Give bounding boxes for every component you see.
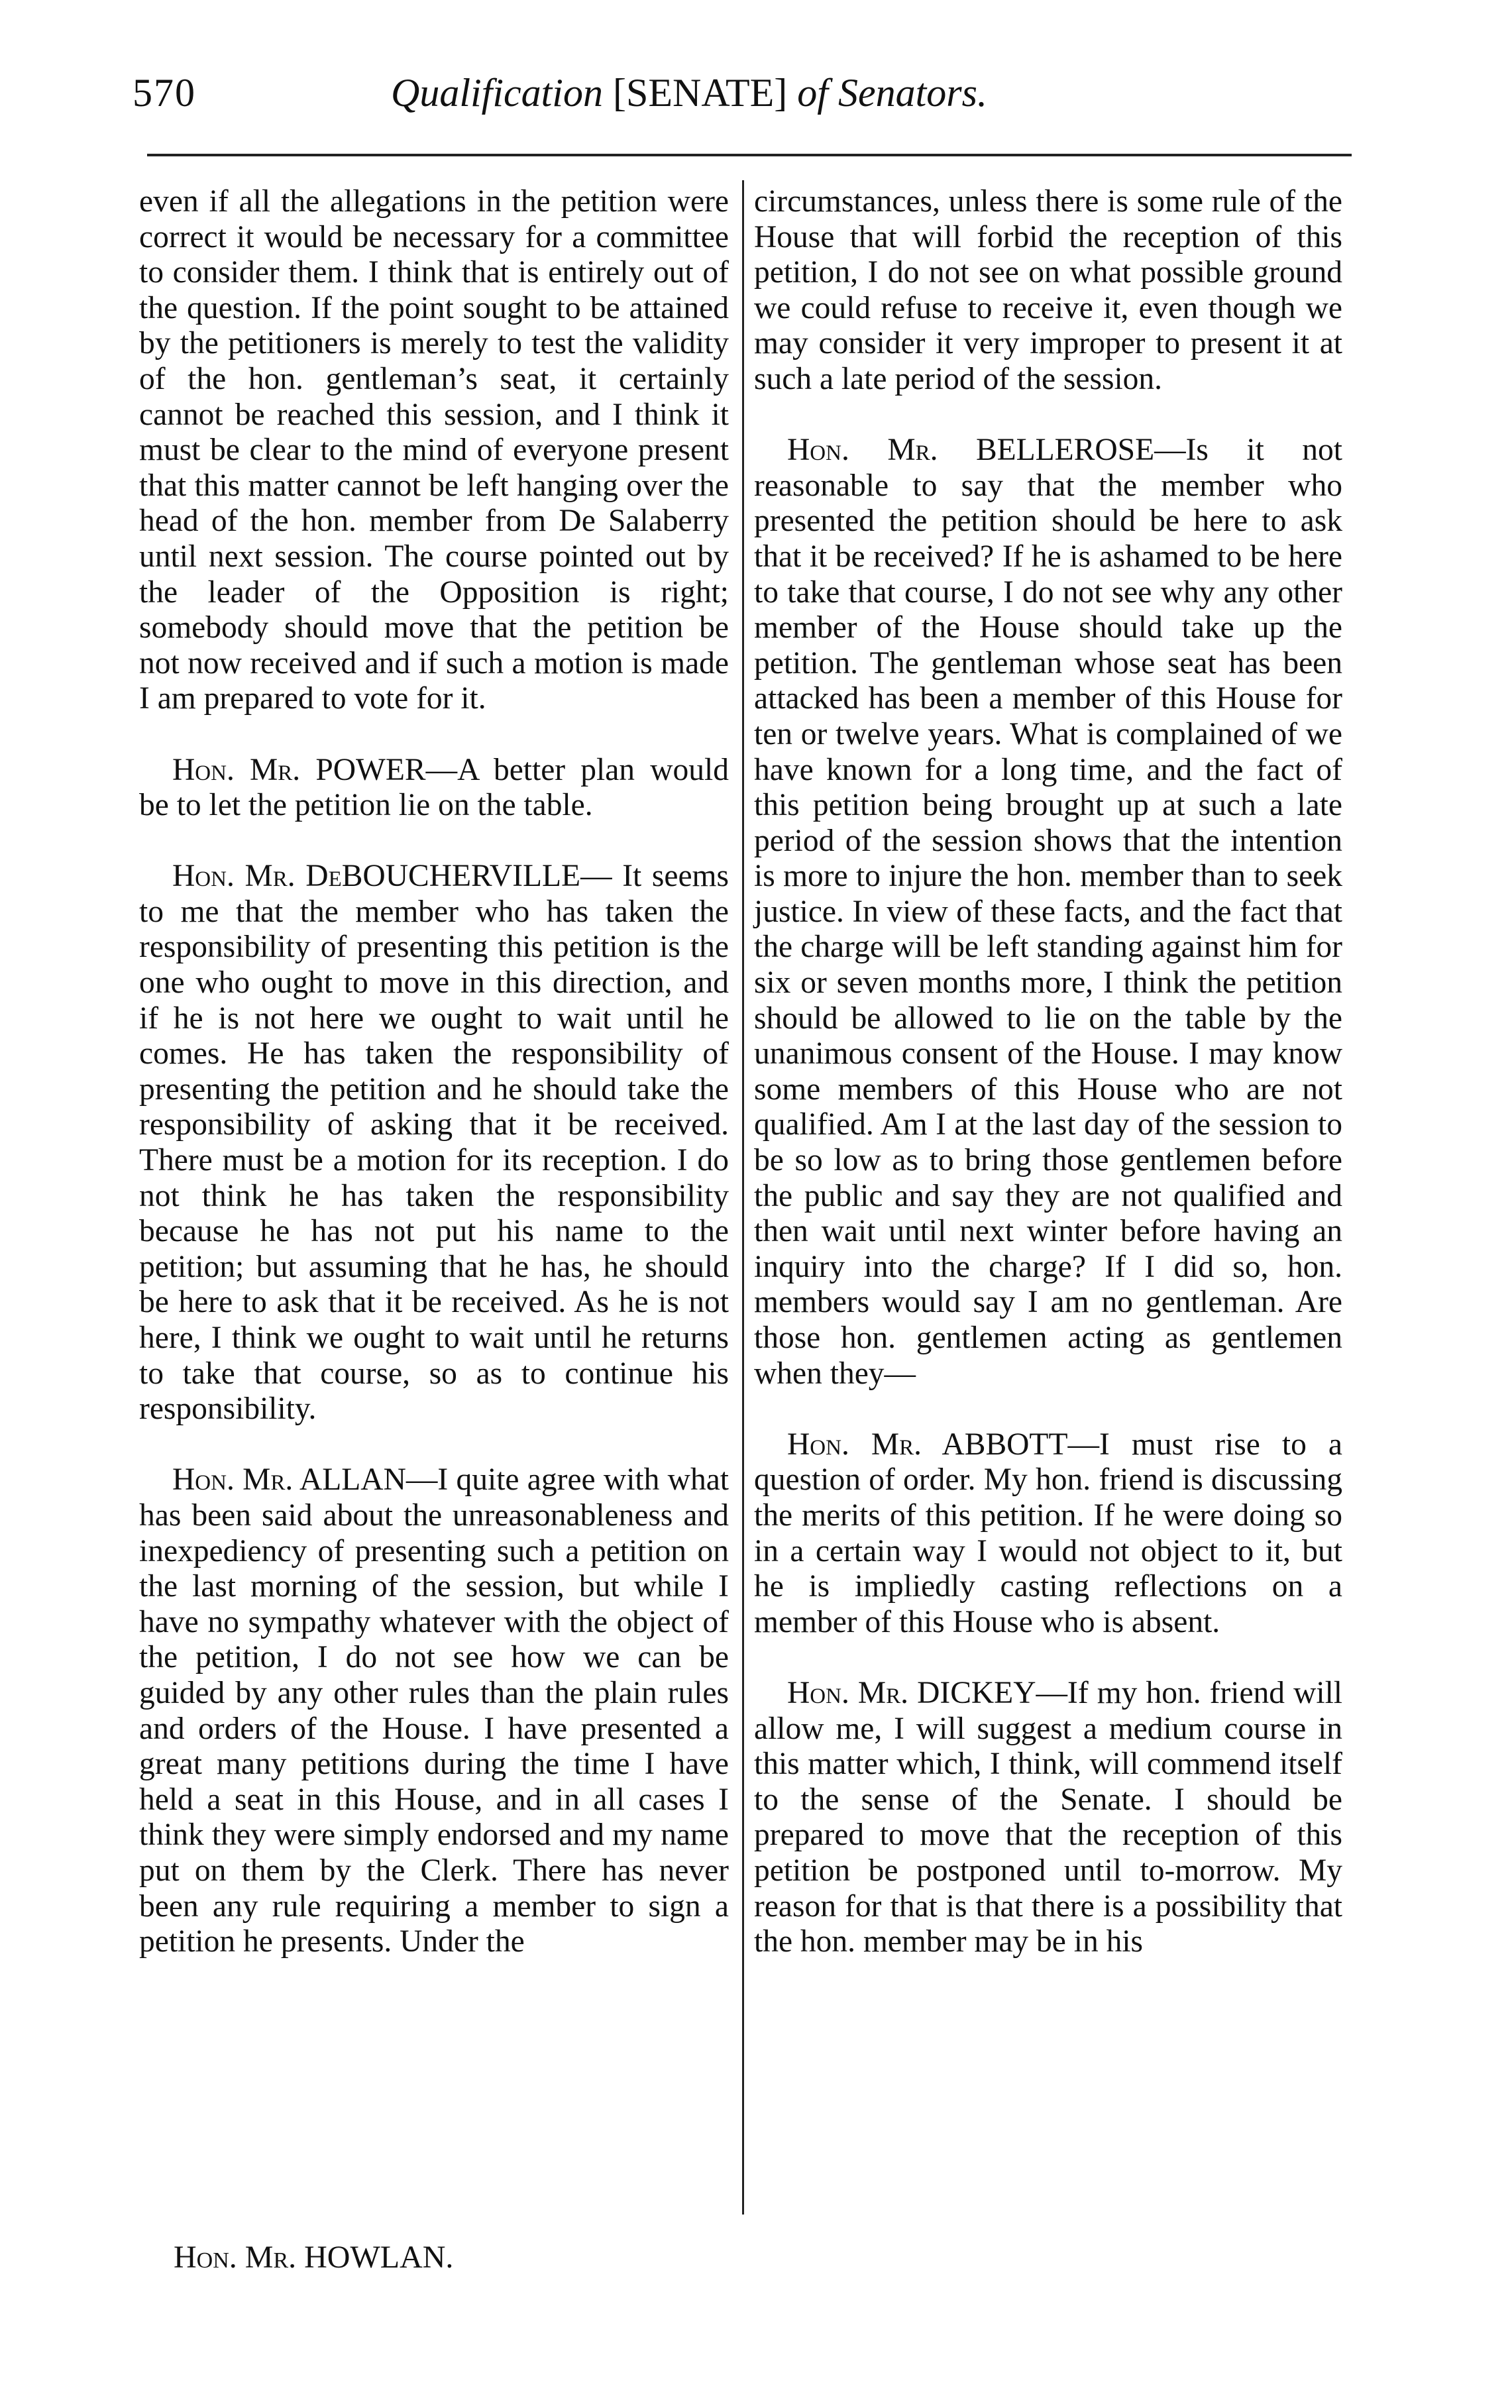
speech-dickey-text: —If my hon. friend will allow me, I will suggest a medium course in this matter which, I think, will commend itself to the sense of the Senate. I should be prepared to move that the reception of this petition be postponed until to-morrow. My reason for that is that there is a possibility that the hon. member may be in his bbox=[754, 1675, 1342, 1959]
speech-allan-text: —I quite agree with what has been said about the unreasonableness and inexpediency of presenting such a petition on the last morning of the session, but while I have no sympathy whatever with the object of the petition, I do not see how we can be guided by any other rules than the plain rules and orders of the House. I have presented a great many petitions during the time I have held a seat in this House, and in all cases I think they were simply endorsed and my name put on them by the Clerk. There has never been any rule requiring a member to sign a petition he presents. Under the bbox=[139, 1462, 729, 1959]
running-title-part-1: Qualification bbox=[391, 71, 603, 115]
speaker-allan: Hon. Mr. ALLAN bbox=[172, 1462, 406, 1498]
speech-deboucherville-text: — It seems to me that the member who has taken the responsibility of presenting this petition is the one who ought to move in this direction, and if he is not here we ought to wait until he comes. He has taken the responsibility of presenting the petition and he should take the responsibility of asking that it be received. There must be a motion for its reception. I do not think he has taken the responsibility because he has not put his name to the petition; but assuming that he has, he should be here to ask that it be received. As he is not here, I think we ought to wait until he returns to take that course, so as to continue his responsibility. bbox=[139, 859, 729, 1427]
right-paragraph-1: circumstances, unless there is some rule of the House that will forbid the reception of this petition, I do not see on what possible ground we could refuse to receive it, even though we may consider it very improper to present it at such a late period of the session. bbox=[754, 184, 1342, 396]
speech-power-text: —A better plan would be to let the petition lie on the table. bbox=[139, 752, 729, 823]
left-speech-deboucherville bbox=[139, 859, 729, 1427]
speaker-bellerose: Hon. Mr. BELLEROSE bbox=[787, 433, 1155, 468]
left-speech-power bbox=[139, 753, 729, 824]
column-divider bbox=[742, 180, 744, 2215]
right-speech-dickey bbox=[754, 1676, 1342, 1960]
running-title-part-3: of Senators. bbox=[797, 71, 987, 115]
left-column bbox=[139, 184, 729, 1960]
footer-catchword: Hon. Mr. HOWLAN. bbox=[174, 2240, 454, 2275]
left-paragraph-1: even if all the allegations in the petition were correct it would be necessary for a committee to consider them. I think that is entirely out of the question. If the point sought to be attained by the petitioners is merely to test the validity of the hon. gentleman’s seat, it certainly cannot be reached this session, and I think it must be clear to the mind of everyone present that this matter cannot be left hanging over the head of the hon. member from De Salaberry until next session. The course pointed out by the leader of the Opposition is right; somebody should move that the petition be not now received and if such a motion is made I am prepared to vote for it. bbox=[139, 184, 729, 716]
speech-bellerose-text: —Is it not reasonable to say that the member who presented the petition should be here to ask that it be received? If he is ashamed to be here to take that course, I do not see why any other member of the House should take up the petition. The gentleman whose seat has been attacked has been a member of this House for ten or twelve years. What is complained of we have known for a long time, and the fact of this petition being brought up at such a late period of the session shows that the intention is more to injure the hon. member than to seek justice. In view of these facts, and the fact that the charge will be left standing against him for six or seven months more, I think the petition should be allowed to lie on the table by the unanimous consent of the House. I may know some members of this House who are not qualified. Am I at the last day of the session to be so low as to bring those gentlemen before the public and say they are not qualified and then wait until next winter before having an inquiry into the charge? If I did so, hon. members would say I am no gentleman. Are those hon. gentlemen acting as gentlemen when they— bbox=[754, 433, 1342, 1391]
running-header bbox=[133, 66, 1345, 119]
speech-abbott-text: —I must rise to a question of order. My hon. friend is discussing the merits of this petition. If he were doing so in a certain way I would not object to it, but he is impliedly casting reflections on a member of this House who is absent. bbox=[754, 1427, 1343, 1639]
page-number: 570 bbox=[133, 71, 196, 115]
right-column bbox=[754, 184, 1342, 1960]
speaker-deboucherville-name: BOUCHERVILLE bbox=[341, 859, 581, 894]
speaker-dickey: Hon. Mr. DICKEY bbox=[787, 1675, 1036, 1710]
speaker-deboucherville-prefix: Hon. Mr. De bbox=[172, 859, 342, 894]
running-title-part-2: [SENATE] bbox=[602, 71, 798, 115]
running-title bbox=[391, 66, 987, 119]
speaker-power: Hon. Mr. POWER bbox=[172, 752, 426, 787]
header-rule bbox=[147, 154, 1352, 156]
right-speech-bellerose bbox=[754, 433, 1342, 1392]
speaker-abbott: Hon. Mr. ABBOTT bbox=[787, 1427, 1068, 1462]
left-speech-allan bbox=[139, 1462, 729, 1959]
right-speech-abbott bbox=[754, 1427, 1342, 1641]
